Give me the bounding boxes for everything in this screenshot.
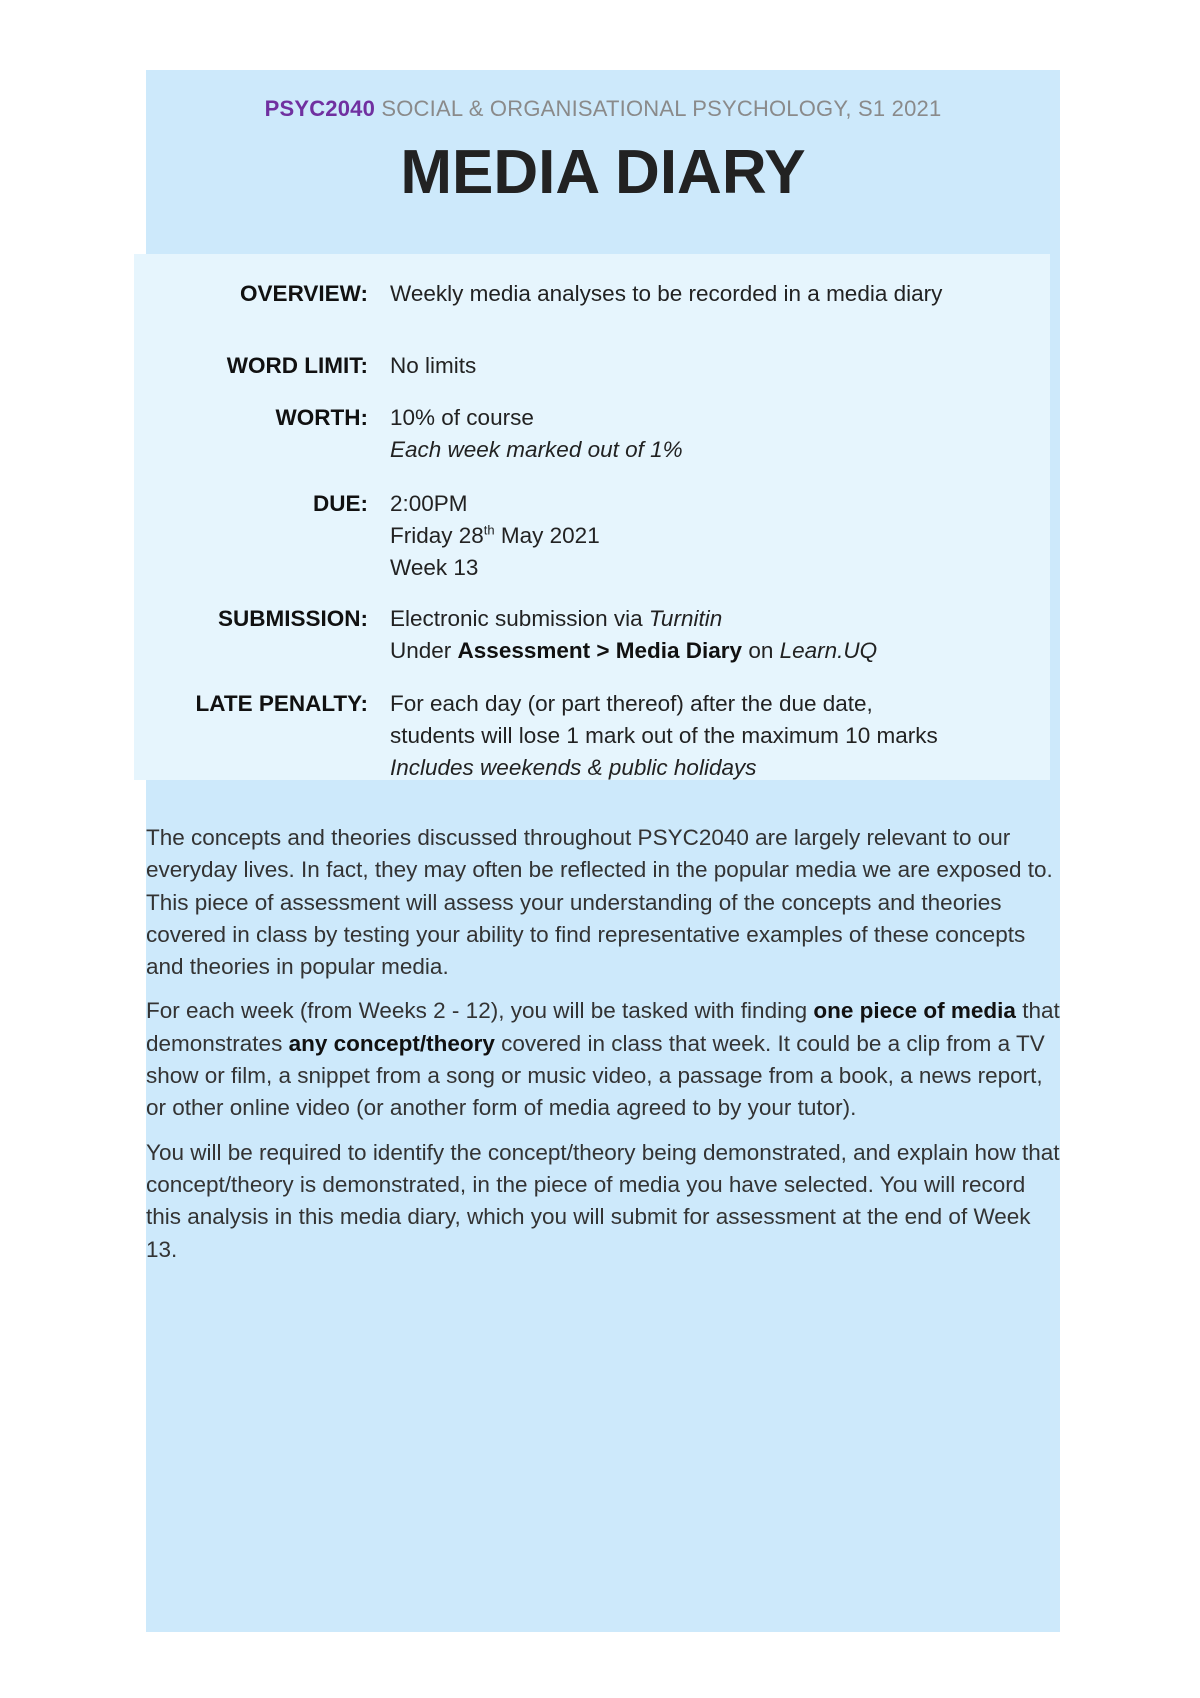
due-time: 2:00PM bbox=[390, 491, 468, 516]
submission-path: Assessment > Media Diary bbox=[457, 638, 743, 663]
submission-value bbox=[390, 603, 1040, 667]
worth-line2: Each week marked out of 1% bbox=[390, 437, 683, 462]
due-label: DUE: bbox=[313, 491, 368, 516]
course-line bbox=[146, 96, 1060, 122]
worth-label: WORTH: bbox=[275, 405, 368, 430]
para2-emphasis-media: one piece of media bbox=[813, 998, 1016, 1024]
submission-method: Electronic submission via bbox=[390, 606, 649, 631]
word-limit-label: WORD LIMIT: bbox=[226, 353, 368, 378]
description-paragraph-1: The concepts and theories discussed throughout PSYC2040 are largely relevant to our everyday lives. In fact, they may often be reflected in the popular media we are exposed to. This piece of assessment will assess your understanding of the concepts and theories covered in class by testing your ability to find representative examples of these concepts and theories in popular media. bbox=[146, 825, 1053, 980]
document-title: MEDIA DIARY bbox=[400, 138, 806, 207]
submission-under: Under bbox=[390, 638, 458, 663]
due-date-ordinal: th bbox=[483, 522, 495, 538]
late-penalty-value bbox=[390, 688, 1040, 784]
due-date bbox=[390, 520, 1040, 552]
assessment-description bbox=[146, 822, 1066, 1278]
word-limit-value bbox=[390, 350, 1040, 382]
para2-text-e: covered in class that week. It could be a clip from a TV show or film, a snippet from a song or music video, a passage from a book, a news report, or other online video (or another form of media agreed to by your tutor). bbox=[146, 1030, 1045, 1121]
overview-label: OVERVIEW: bbox=[240, 281, 368, 306]
submission-line1 bbox=[390, 603, 1040, 635]
due-week: Week 13 bbox=[390, 555, 479, 580]
late-penalty-line3: Includes weekends & public holidays bbox=[390, 755, 757, 780]
overview-text: Weekly media analyses to be recorded in a media diary bbox=[390, 281, 943, 306]
worth-line1: 10% of course bbox=[390, 405, 534, 430]
submission-label: SUBMISSION: bbox=[217, 606, 368, 631]
submission-on: on bbox=[742, 638, 780, 663]
description-paragraph-3: You will be required to identify the concept/theory being demonstrated, and explain how that concept/theory is demonstrated, in the piece of media you have selected. You will record this analysis in this media diary, which you will submit for assessment at the end of Week 13. bbox=[146, 1139, 1060, 1262]
assessment-info-box bbox=[134, 254, 1050, 780]
late-penalty-line2: students will lose 1 mark out of the maximum 10 marks bbox=[390, 723, 938, 748]
course-name: SOCIAL & ORGANISATIONAL PSYCHOLOGY, S1 2021 bbox=[375, 96, 942, 121]
overview-value bbox=[390, 278, 1040, 310]
late-penalty-label: LATE PENALTY: bbox=[195, 691, 368, 716]
submission-platform: Turnitin bbox=[648, 606, 723, 631]
course-code: PSYC2040 bbox=[264, 96, 376, 121]
para2-text-a: For each week (from Weeks 2 - 12), you will be tasked with finding bbox=[146, 998, 814, 1024]
submission-site: Learn.UQ bbox=[779, 638, 878, 663]
para2-text-c: that demonstrates bbox=[146, 998, 1060, 1056]
submission-line2 bbox=[390, 635, 1040, 667]
worth-value bbox=[390, 402, 1040, 466]
due-value bbox=[390, 488, 1040, 584]
para2-emphasis-concept: any concept/theory bbox=[288, 1030, 495, 1056]
word-limit-text: No limits bbox=[390, 353, 477, 378]
due-date-day: Friday 28 bbox=[390, 523, 484, 548]
description-paragraph-2 bbox=[146, 995, 1066, 1124]
late-penalty-line1: For each day (or part thereof) after the due date, bbox=[390, 691, 873, 716]
due-date-month-year: May 2021 bbox=[494, 523, 600, 548]
document-header bbox=[146, 96, 1060, 208]
